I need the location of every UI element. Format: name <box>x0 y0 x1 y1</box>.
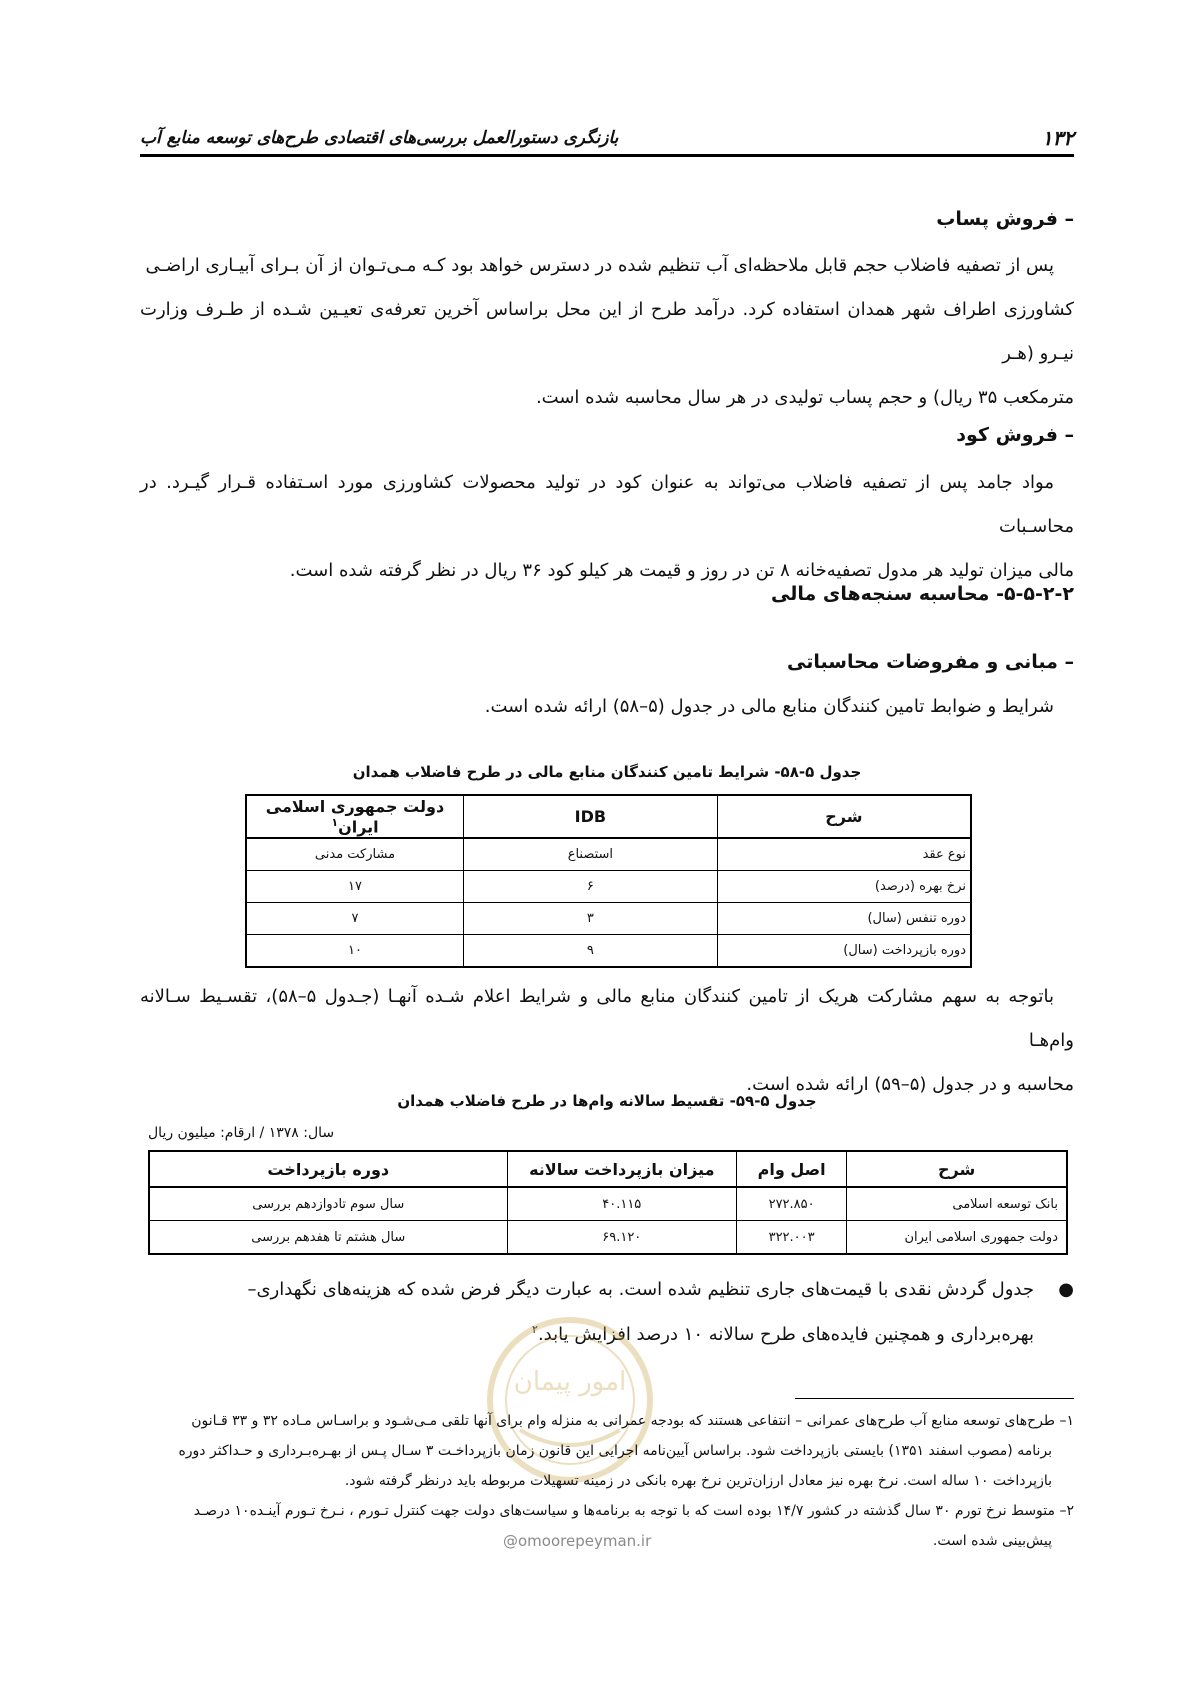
footnote-line: برنامه (مصوب اسفند ۱۳۵۱) بایستی بازپرداخت شود. براساس آیین‌نامه اجرایی این قانون زمان بازپرداخـت ۳ سـال پـس از بهـره‌بـرداری و حـداکثر دوره <box>178 1443 1052 1459</box>
compost-heading: – فروش کود <box>956 424 1074 446</box>
table-row <box>246 871 971 903</box>
paragraph-line: پس از تصفیه فاضلاب حجم قابل ملاحظه‌ای آب تنظیم شده در دسترس خواهد بود کـه مـی‌تـوان از آن بـرای آبیـاری اراضـی <box>145 255 1054 276</box>
table1-caption: جدول ۵-۵۸- شرایط تامین کنندگان منابع مالی در طرح فاضلاب همدان <box>352 763 862 781</box>
table-cell: ۱۷ <box>246 871 464 903</box>
paragraph-line: مالی میزان تولید هر مدول تصفیه‌خانه ۸ تن در روز و قیمت هر کیلو کود ۳۶ ریال در نظر گرفته شده است. <box>289 560 1074 581</box>
bullet-icon: ● <box>1058 1279 1074 1300</box>
table-header-row <box>246 795 971 838</box>
column-header: اصل وام <box>737 1151 847 1187</box>
table2-unit-note: سال: ۱۳۷۸ / ارقام: میلیون ریال <box>148 1125 335 1141</box>
table-cell: سال سوم تادوازدهم بررسی <box>149 1187 507 1221</box>
footnote-line: ۱– طرح‌های توسعه منابع آب طرح‌های عمرانی – انتفاعی هستند که بودجه عمرانی به منزله وام برای آنها تلقی مـی‌شـود و براسـاس مـاده ۳۲ و ۳۳ قـانون <box>191 1413 1074 1429</box>
running-title: بازنگری دستورالعمل بررسی‌های اقتصادی طرح‌های توسعه منابع آب <box>140 128 619 148</box>
table-cell: ۶۹.۱۲۰ <box>507 1221 737 1255</box>
table-cell: سال هشتم تا هفدهم بررسی <box>149 1221 507 1255</box>
table-cell: ۴۰.۱۱۵ <box>507 1187 737 1221</box>
footnote-marker: ۱ <box>331 816 339 829</box>
table-row <box>246 903 971 935</box>
table-cell: دولت جمهوری اسلامی ایران <box>847 1221 1067 1255</box>
paragraph-line: شرایط و ضوابط تامین کنندگان منابع مالی در جدول (۵–۵۸) ارائه شده است. <box>484 696 1054 717</box>
column-header: شرح <box>717 795 971 838</box>
paragraph-line: باتوجه به سهم مشارکت هریک از تامین کنندگان منابع مالی و شرایط اعلام شـده آنهـا (جـدول ۵–۵۸)، تقسـیط سـالانه وام‌هـا <box>140 986 1074 1051</box>
compost-paragraph <box>140 461 1074 593</box>
table-cell: ۷ <box>246 903 464 935</box>
assumptions-heading: – مبانی و مفروضات محاسباتی <box>787 651 1074 673</box>
bullet-line: جدول گردش نقدی با قیمت‌های جاری تنظیم شده است. به عبارت دیگر فرض شده که هزینه‌های نگهداری– <box>247 1279 1034 1300</box>
footnote-marker: ۲ <box>532 1323 538 1336</box>
section-heading: ۵-۵-۲-۲- محاسبه سنجه‌های مالی <box>771 583 1074 605</box>
table-cell: نوع عقد <box>717 838 971 871</box>
effluent-paragraph <box>140 244 1074 420</box>
footnote-line: ۲– متوسط نرخ تورم ۳۰ سال گذشته در کشور ۱۴/۷ بوده است که با توجه به برنامه‌ها و سیاست‌های دولت جهت کنترل تـورم ، نـرخ تـورم آینـده۱۰ درصـد <box>193 1503 1074 1519</box>
watermark-url: @omoorepeyman.ir <box>503 1532 652 1550</box>
table-cell: ۳ <box>464 903 718 935</box>
paragraph-line: مواد جامد پس از تصفیه فاضلاب می‌تواند به عنوان کود در تولید محصولات کشاورزی مورد اسـتفاده قـرار گیـرد. در محاسـبات <box>140 472 1074 537</box>
table-row <box>246 838 971 871</box>
loan-installments-table <box>148 1150 1068 1255</box>
financing-conditions-table <box>245 794 972 968</box>
paragraph-line: محاسبه و در جدول (۵–۵۹) ارائه شده است. <box>746 1074 1074 1095</box>
table-row <box>149 1187 1067 1221</box>
column-header: شرح <box>847 1151 1067 1187</box>
loan-paragraph <box>140 975 1074 1107</box>
table-cell: مشارکت مدنی <box>246 838 464 871</box>
table-row <box>246 935 971 968</box>
table-cell: استصناع <box>464 838 718 871</box>
paragraph-line: مترمکعب ۳۵ ریال) و حجم پساب تولیدی در هر سال محاسبه شده است. <box>535 387 1074 408</box>
table-row <box>149 1221 1067 1255</box>
column-header: میزان بازپرداخت سالانه <box>507 1151 737 1187</box>
footnote-line: پیش‌بینی شده است. <box>932 1533 1052 1549</box>
table-cell: ۱۰ <box>246 935 464 968</box>
table-cell: ۶ <box>464 871 718 903</box>
table-cell: ۲۷۲.۸۵۰ <box>737 1187 847 1221</box>
table-cell: بانک توسعه اسلامی <box>847 1187 1067 1221</box>
watermark-seal-text: امور پیمان <box>513 1367 627 1397</box>
table-header-row <box>149 1151 1067 1187</box>
footnote-divider <box>795 1398 1074 1399</box>
table-cell: ۹ <box>464 935 718 968</box>
page-number: ۱۳۲ <box>1041 126 1074 150</box>
table-cell: ۳۲۲.۰۰۳ <box>737 1221 847 1255</box>
table-cell: نرخ بهره (درصد) <box>717 871 971 903</box>
bullet-line-text: بهره‌برداری و همچنین فایده‌های طرح سالانه ۱۰ درصد افزایش یابد. <box>537 1324 1034 1345</box>
page-header <box>140 120 1074 157</box>
effluent-heading: – فروش پساب <box>936 208 1074 230</box>
column-header: دوره بازپرداخت <box>149 1151 507 1187</box>
paragraph-line: کشاورزی اطراف شهر همدان استفاده کرد. درآمد طرح از این محل براساس آخرین تعرفه‌ی تعیـین شـده از طـرف وزارت نیـرو (هـر <box>140 299 1074 364</box>
column-header-label: دولت جمهوری اسلامی ایران <box>265 797 445 837</box>
column-header: IDB <box>464 795 718 838</box>
assumptions-paragraph <box>140 692 1074 722</box>
table-cell: دوره بازپرداخت (سال) <box>717 935 971 968</box>
table2-caption: جدول ۵-۵۹- تقسیط سالانه وام‌ها در طرح فاضلاب همدان <box>397 1092 817 1110</box>
footnote-line: بازپرداخت ۱۰ ساله است. نرخ بهره نیز معادل ارزان‌ترین نرخ بهره بانکی در زمینه تسهیلات مربوطه باید درنظر گرفته شود. <box>344 1473 1052 1489</box>
column-header <box>246 795 464 838</box>
table-cell: دوره تنفس (سال) <box>717 903 971 935</box>
